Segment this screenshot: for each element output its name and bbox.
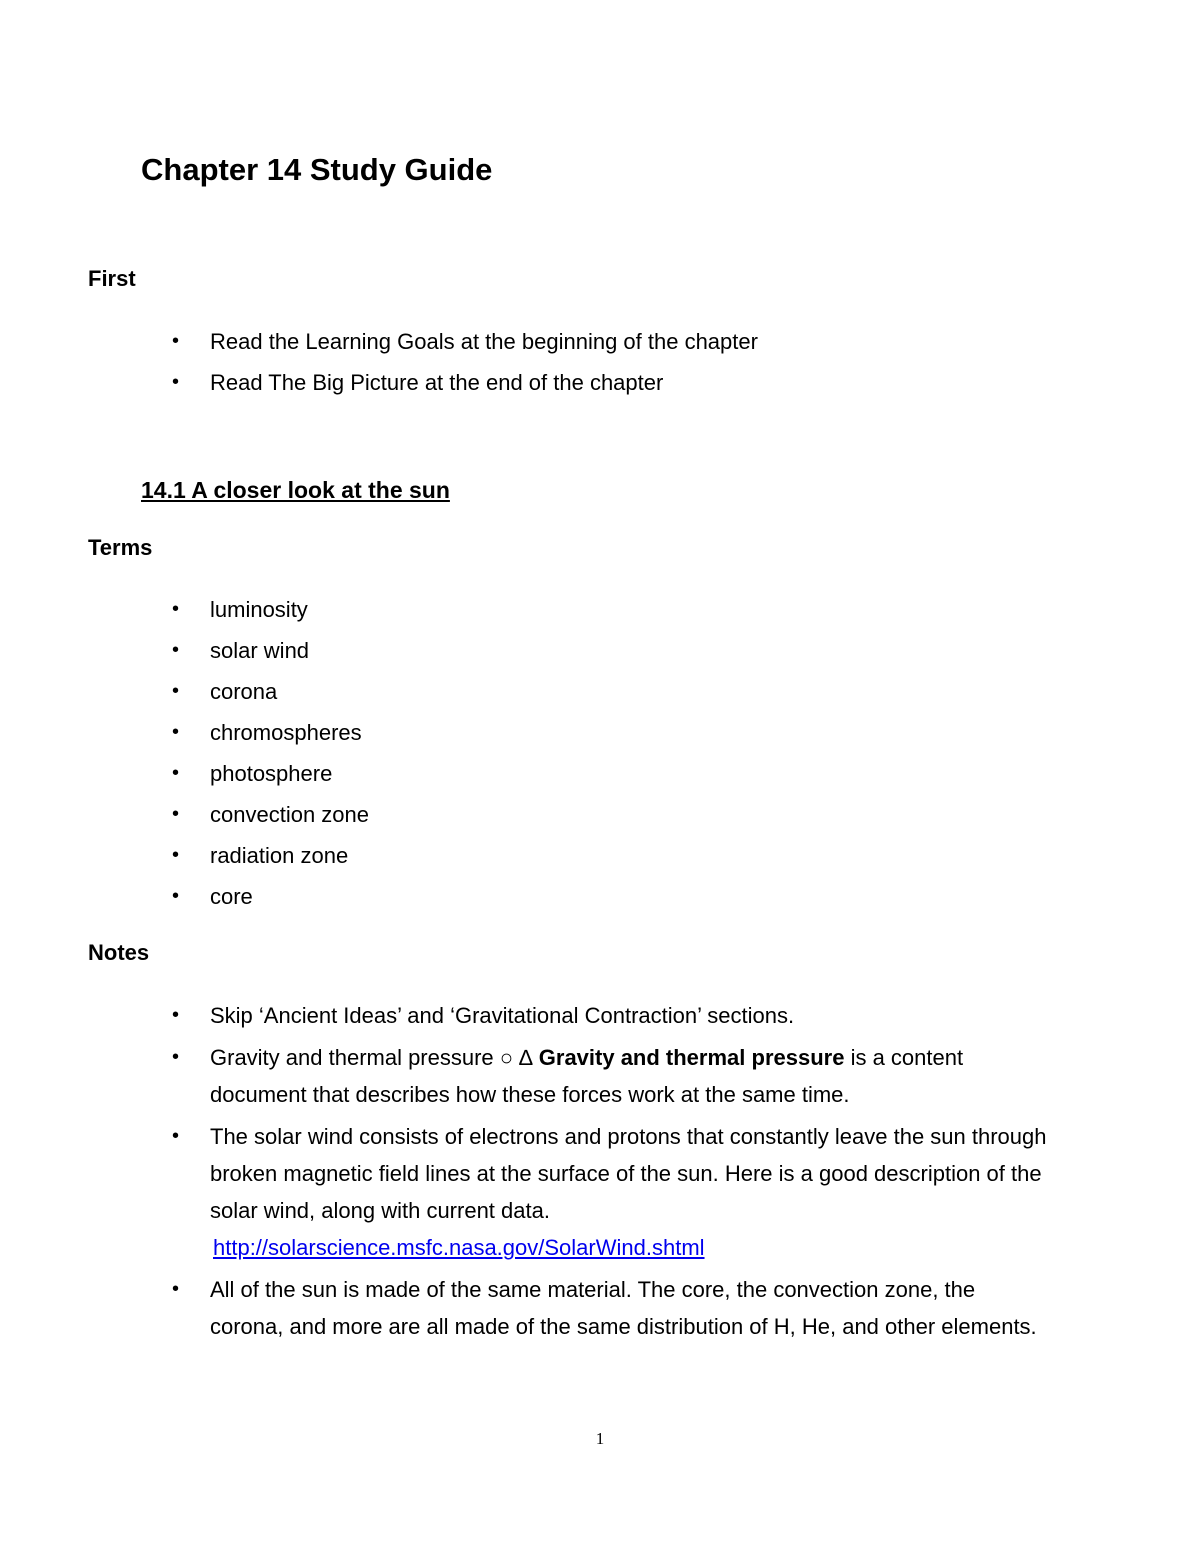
list-item: • Read The Big Picture at the end of the chapter [0, 362, 1200, 403]
list-item: • The solar wind consists of electrons and protons that constantly leave the sun through broken magnetic field lines at the surface of the sun. Here is a good description of the solar wind, along with current data. http://solarscience.msfc.nasa.gov/SolarWind.shtml [0, 1118, 1200, 1266]
page-title: Chapter 14 Study Guide [141, 152, 493, 187]
list-item: • photosphere [0, 753, 1200, 794]
notes-list [0, 997, 1200, 1350]
section-heading: 14.1 A closer look at the sun [141, 477, 450, 503]
list-item: • Gravity and thermal pressure ○ ∆ Gravity and thermal pressure is a content document that describes how these forces work at the same time. [0, 1039, 1200, 1113]
bullet-icon: • [172, 844, 180, 866]
solar-wind-link[interactable]: http://solarscience.msfc.nasa.gov/SolarWind.shtml [213, 1235, 705, 1260]
bullet-icon: • [172, 1046, 180, 1068]
notes-label: Notes [88, 940, 150, 965]
list-item: • All of the sun is made of the same material. The core, the convection zone, the corona, and more are all made of the same distribution of H, He, and other elements. [0, 1271, 1200, 1345]
bold-term: Gravity and thermal pressure [538, 1045, 845, 1070]
bullet-icon: • [172, 721, 180, 743]
bullet-icon: • [172, 1004, 180, 1026]
bullet-icon: • [172, 639, 180, 661]
first-list [0, 321, 1200, 403]
list-item: • radiation zone [0, 835, 1200, 876]
list-item: • convection zone [0, 794, 1200, 835]
list-item: • chromospheres [0, 712, 1200, 753]
bullet-icon: • [172, 1278, 180, 1300]
bullet-icon: • [172, 330, 180, 352]
bullet-icon: • [172, 762, 180, 784]
bullet-icon: • [172, 598, 180, 620]
first-label: First [88, 266, 136, 291]
bullet-icon: • [172, 803, 180, 825]
list-item: • Read the Learning Goals at the beginning of the chapter [0, 321, 1200, 362]
bullet-icon: • [172, 1125, 180, 1147]
list-item: • corona [0, 671, 1200, 712]
terms-list [0, 589, 1200, 917]
list-item: • core [0, 876, 1200, 917]
page-number: 1 [595, 1429, 605, 1448]
list-item: • luminosity [0, 589, 1200, 630]
bullet-icon: • [172, 371, 180, 393]
terms-label: Terms [88, 535, 153, 560]
list-item: • solar wind [0, 630, 1200, 671]
bullet-icon: • [172, 680, 180, 702]
list-item: • Skip ‘Ancient Ideas’ and ‘Gravitational Contraction’ sections. [0, 997, 1200, 1034]
bullet-icon: • [172, 885, 180, 907]
